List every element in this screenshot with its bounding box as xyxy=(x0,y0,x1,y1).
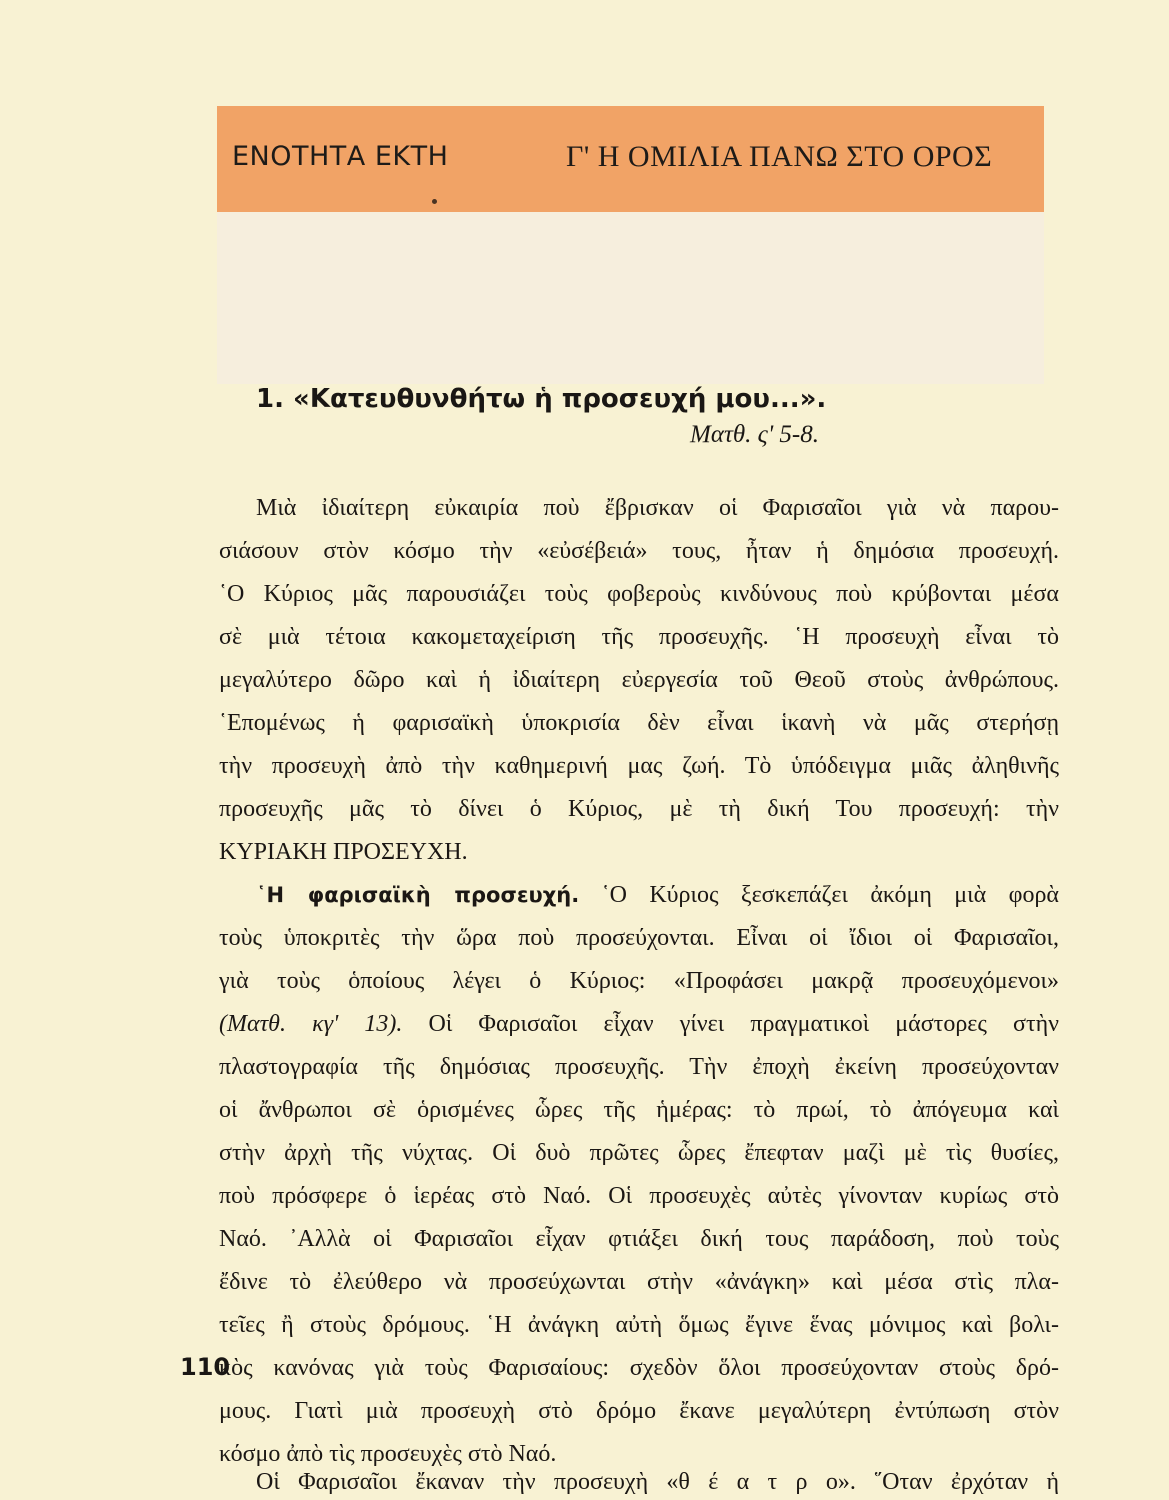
text-line: ῾Επομένως ἡ φαρισαϊκὴ ὑποκρισία δὲν εἶναι ἱκανὴ νὰ μᾶς στερήσῃ xyxy=(219,710,1059,736)
text-line: γιὰ τοὺς ὁποίους λέγει ὁ Κύριος: «Προφάσει μακρᾷ προσευχόμενοι» xyxy=(219,968,1059,994)
header-dot-mark xyxy=(432,199,437,204)
citation: (Ματθ. κγ' 13). xyxy=(219,1011,403,1037)
text-line: ῾Ο Κύριος μᾶς παρουσιάζει τοὺς φοβεροὺς κινδύνους ποὺ κρύβονται μέσα xyxy=(219,581,1059,607)
text-line: Μιὰ ἰδιαίτερη εὐκαιρία ποὺ ἔβρισκαν οἱ Φαρισαῖοι γιὰ νὰ παρου- xyxy=(256,495,1059,521)
paragraph-heading-line xyxy=(256,879,1059,911)
scripture-reference: Ματθ. ς' 5-8. xyxy=(690,421,819,448)
text-line: στὴν ἀρχὴ τῆς νύχτας. Οἱ δυὸ πρῶτες ὧρες ἔπεφταν μαζὶ μὲ τὶς θυσίες, xyxy=(219,1140,1059,1166)
page-number: 110 xyxy=(180,1353,231,1381)
text-line: σιάσουν στὸν κόσμο τὴν «εὐσέβειά» τους, ἦταν ἡ δημόσια προσευχή. xyxy=(219,538,1059,564)
text-line: σὲ μιὰ τέτοια κακομεταχείριση τῆς προσευχῆς. ῾Η προσευχὴ εἶναι τὸ xyxy=(219,624,1059,650)
text-line: κὸς κανόνας γιὰ τοὺς Φαρισαίους: σχεδὸν ὅλοι προσεύχονταν στοὺς δρό- xyxy=(219,1355,1059,1381)
text-span: Οἱ Φαρισαῖοι εἶχαν γίνει πραγματικοὶ μάστορες στὴν xyxy=(428,1011,1060,1037)
text-line: ποὺ πρόσφερε ὁ ἱερέας στὸ Ναό. Οἱ προσευχὲς αὐτὲς γίνονταν κυρίως στὸ xyxy=(219,1183,1059,1209)
text-span: ῾Ο Κύριος ξεσκεπάζει ἀκόμη μιὰ φορὰ xyxy=(601,882,1060,908)
section-label: Γ' Η ΟΜΙΛΙΑ ΠΑΝΩ ΣΤΟ ΟΡΟΣ xyxy=(566,140,993,173)
lesson-title: 1. «Κατευθυνθήτω ἡ προσευχή μου...». xyxy=(256,384,827,414)
text-line: ἔδινε τὸ ἐλεύθερο νὰ προσεύχωνται στὴν «ἀνάγκη» καὶ μέσα στὶς πλα- xyxy=(219,1269,1059,1295)
paragraph-heading: ῾Η φαρισαϊκὴ προσευχή. xyxy=(256,883,580,907)
text-line: μεγαλύτερο δῶρο καὶ ἡ ἰδιαίτερη εὐεργεσία τοῦ Θεοῦ στοὺς ἀνθρώπους. xyxy=(219,667,1059,693)
text-line: τὴν προσευχὴ ἀπὸ τὴν καθημερινή μας ζωή. Τὸ ὑπόδειγμα μιᾶς ἀληθινῆς xyxy=(219,753,1059,779)
text-line: κόσμο ἀπὸ τὶς προσευχὲς στὸ Ναό. xyxy=(219,1441,557,1467)
citation-line xyxy=(219,1008,1059,1040)
text-line: οἱ ἄνθρωποι σὲ ὁρισμένες ὧρες τῆς ἡμέρας: τὸ πρωί, τὸ ἀπόγευμα καὶ xyxy=(219,1097,1059,1123)
text-line: πλαστογραφία τῆς δημόσιας προσευχῆς. Τὴν ἐποχὴ ἐκείνη προσεύχονταν xyxy=(219,1054,1059,1080)
text-line: προσευχῆς μᾶς τὸ δίνει ὁ Κύριος, μὲ τὴ δική Του προσευχή: τὴν xyxy=(219,796,1059,822)
text-line: τοὺς ὑποκριτὲς τὴν ὥρα ποὺ προσεύχονται. Εἶναι οἱ ἴδιοι οἱ Φαρισαῖοι, xyxy=(219,925,1059,951)
text-line: Οἱ Φαρισαῖοι ἔκαναν τὴν προσευχὴ «θ έ α τ ρ ο». ῞Οταν ἐρχόταν ἡ xyxy=(256,1469,1059,1495)
unit-label: ΕΝΟΤΗΤΑ ΕΚΤΗ xyxy=(232,141,449,172)
text-line: τεῖες ἢ στοὺς δρόμους. ῾Η ἀνάγκη αὐτὴ ὅμως ἔγινε ἕνας μόνιμος καὶ βολι- xyxy=(219,1312,1059,1338)
header-light-panel xyxy=(217,212,1044,384)
text-line: Ναό. ᾿Αλλὰ οἱ Φαρισαῖοι εἶχαν φτιάξει δική τους παράδοση, ποὺ τοὺς xyxy=(219,1226,1059,1252)
text-line: ΚΥΡΙΑΚΗ ΠΡΟΣΕΥΧΗ. xyxy=(219,839,468,865)
text-line: μους. Γιατὶ μιὰ προσευχὴ στὸ δρόμο ἔκανε μεγαλύτερη ἐντύπωση στὸν xyxy=(219,1398,1059,1424)
